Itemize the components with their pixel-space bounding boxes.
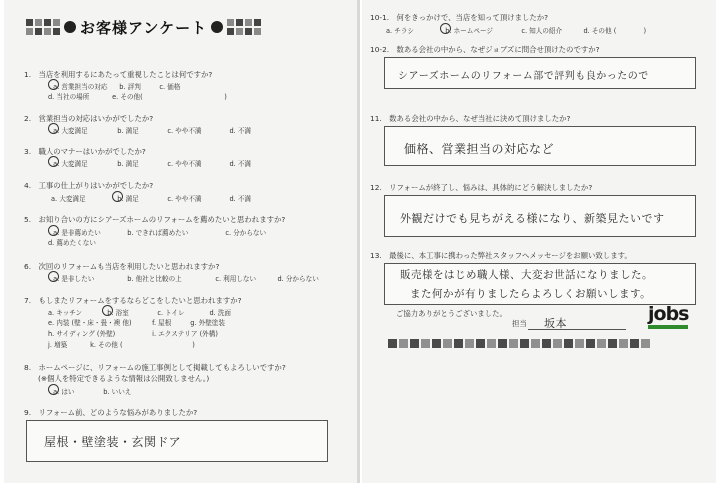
- q2-options: [48, 125, 251, 136]
- q4-option-c[interactable]: c. やや不満: [167, 194, 202, 203]
- q6-option-a[interactable]: a. 是非したい: [53, 274, 95, 283]
- q7-options-line4: [48, 340, 195, 350]
- title-row: [26, 16, 326, 38]
- q5-option-b[interactable]: b. できれば薦めたい: [127, 228, 189, 237]
- q8-options: [48, 386, 131, 397]
- q13-answer-line2: また何かが有りましたらよろしくお願いします。: [410, 288, 652, 300]
- bullet-dot-icon: [64, 21, 76, 33]
- q1-option-b[interactable]: b. 評判: [119, 82, 141, 91]
- thanks-text: ご協力ありがとうございました。: [396, 309, 507, 318]
- q6-option-d[interactable]: d. 分からない: [277, 274, 319, 283]
- q10-1-option-a[interactable]: a. チラシ: [386, 26, 415, 35]
- q1-question: 1. 当店を利用するにあたって重視したことは何ですか?: [24, 70, 213, 79]
- q1-option-e[interactable]: e. その他(: [112, 93, 143, 101]
- q7-options-line1: [48, 307, 231, 318]
- q11-question: 11. 数ある会社の中から、なぜ当社に決めて頂けましたか?: [370, 114, 571, 123]
- q7-option-k[interactable]: k. その他 (: [90, 341, 123, 349]
- q12-answer: 外観だけでも見ちがえる様になり、新築見たいです: [400, 212, 665, 225]
- q7-option-e[interactable]: e. 内装 (壁・床・畳・襖 他): [48, 319, 132, 327]
- q9-answer: 屋根・壁塗装・玄関ドア: [44, 435, 182, 449]
- q7-options-line3: [48, 329, 218, 339]
- q13-answer-line1: 販売様をはじめ職人様、大変お世話になりました。: [400, 269, 653, 281]
- selected-circle: [48, 225, 59, 236]
- q7-option-g[interactable]: g. 外壁塗装: [190, 319, 225, 327]
- q9-question: 9. リフォーム前、どのような悩みがありましたか?: [24, 408, 198, 417]
- logo-wordmark: jobs: [648, 303, 689, 325]
- q1-option-d[interactable]: d. 当社の場所: [48, 93, 90, 101]
- q3-option-b[interactable]: b. 満足: [117, 159, 139, 168]
- q3-option-c[interactable]: c. やや不満: [167, 159, 202, 168]
- bullet-dot-icon: [211, 21, 223, 33]
- q10-2-question: 10-2. 数ある会社の中から、なぜジョブズに問合せ頂けたのですか?: [370, 45, 600, 54]
- q11-answer: 価格、営業担当の対応など: [404, 142, 555, 156]
- page-title: お客様アンケート: [80, 18, 208, 37]
- q6-question: 6. 次回のリフォームも当店を利用したいと思われますか?: [24, 262, 220, 271]
- q4-option-d[interactable]: d. 不満: [229, 194, 252, 203]
- selected-circle: [48, 384, 59, 395]
- q6-options: [48, 273, 319, 284]
- selected-circle: [48, 79, 59, 90]
- q7-option-f[interactable]: f. 屋根: [152, 319, 172, 327]
- q10-1-option-d-close: ): [643, 26, 647, 35]
- q2-option-a[interactable]: a. 大変満足: [53, 126, 88, 135]
- q10-1-question: 10-1. 何をきっかけで、当店を知って頂けましたか?: [370, 13, 549, 22]
- q5-option-d[interactable]: d. 薦めたくない: [48, 239, 96, 247]
- q5-options-line1: [48, 227, 266, 238]
- selected-circle: [48, 271, 59, 282]
- q7-option-j[interactable]: j. 増築: [48, 341, 68, 349]
- q7-option-i[interactable]: i. エクステリア (外構): [152, 330, 218, 338]
- staff-name: 坂本: [544, 317, 567, 330]
- q1-options-line1: [48, 81, 180, 92]
- q7-options-line2: [48, 318, 225, 328]
- q8-question: 8. ホームページに、リフォームの施工事例として掲載してもよろしいですか?: [24, 363, 286, 372]
- q10-1-options: [386, 25, 646, 36]
- decor-squares-right: [227, 19, 261, 35]
- q1-option-c[interactable]: c. 価格: [159, 82, 181, 91]
- q2-option-b[interactable]: b. 満足: [117, 126, 139, 135]
- q7-option-k-close: ): [192, 341, 195, 349]
- q1-options-line2: [48, 92, 227, 102]
- q8-option-b[interactable]: b. いいえ: [103, 387, 132, 396]
- q5-option-c[interactable]: c. 分からない: [225, 228, 267, 237]
- q2-question: 2. 営業担当の対応はいかがでしたか?: [24, 114, 154, 123]
- q6-option-b[interactable]: b. 他社と比較の上: [127, 274, 182, 283]
- q4-option-a[interactable]: a. 大変満足: [51, 194, 86, 203]
- q3-question: 3. 職人のマナーはいかがでしたか?: [24, 147, 146, 156]
- q3-option-a[interactable]: a. 大変満足: [53, 159, 88, 168]
- binding-spine: [357, 0, 360, 483]
- staff-label: 担当: [512, 319, 527, 328]
- q5-question: 5. お知り合いの方にシアーズホームのリフォームを薦めたいと思われますか?: [24, 215, 286, 224]
- q10-1-option-c[interactable]: c. 知人の紹介: [521, 26, 563, 35]
- decor-squares-left: [26, 19, 60, 35]
- q7-option-c[interactable]: c. トイレ: [157, 308, 185, 317]
- q7-question: 7. もしまたリフォームをするならどこをしたいと思われますか?: [24, 296, 242, 305]
- q7-option-d[interactable]: d. 洗面: [209, 308, 232, 317]
- staff-underline: [528, 329, 626, 330]
- jobs-logo: [646, 303, 690, 333]
- q5-option-a[interactable]: a. 是非薦めたい: [53, 228, 101, 237]
- q7-option-a[interactable]: a. キッチン: [48, 308, 83, 317]
- q2-option-c[interactable]: c. やや不満: [167, 126, 202, 135]
- q4-option-b[interactable]: b. 満足: [117, 194, 139, 203]
- q10-1-option-d[interactable]: d. その他 (: [583, 26, 617, 35]
- q7-option-h[interactable]: h. サイディング (外壁): [48, 330, 116, 338]
- q6-option-c[interactable]: c. 利用しない: [215, 274, 257, 283]
- q1-option-e-close: ): [224, 93, 227, 101]
- q1-option-a[interactable]: a. 営業担当の対応: [53, 82, 108, 91]
- selected-circle: [48, 156, 59, 167]
- q8-option-a[interactable]: a. はい: [53, 387, 75, 396]
- q10-2-answer: シアーズホームのリフォーム部で評判も良かったので: [398, 71, 649, 82]
- logo-underbar: [648, 325, 688, 329]
- q3-option-d[interactable]: d. 不満: [229, 159, 252, 168]
- q13-question: 13. 最後に、本工事に携わった弊社スタッフへメッセージをお願い致します。: [370, 251, 632, 260]
- q10-1-option-b[interactable]: b. ホームページ: [445, 26, 494, 35]
- q3-options: [48, 158, 251, 169]
- decor-square-bar: [388, 339, 650, 348]
- selected-circle: [48, 123, 59, 134]
- q2-option-d[interactable]: d. 不満: [229, 126, 252, 135]
- q12-question: 12. リフォームが終了し、悩みは、具体的にどう解決しましたか?: [370, 183, 593, 192]
- q5-options-line2: [48, 238, 96, 248]
- q4-question: 4. 工事の仕上がりはいかがでしたか?: [24, 181, 154, 190]
- q4-options: [48, 193, 251, 204]
- q8-note: (※個人を特定できるような情報は公開致しません。): [38, 374, 210, 383]
- q7-option-b[interactable]: b. 浴室: [107, 308, 129, 317]
